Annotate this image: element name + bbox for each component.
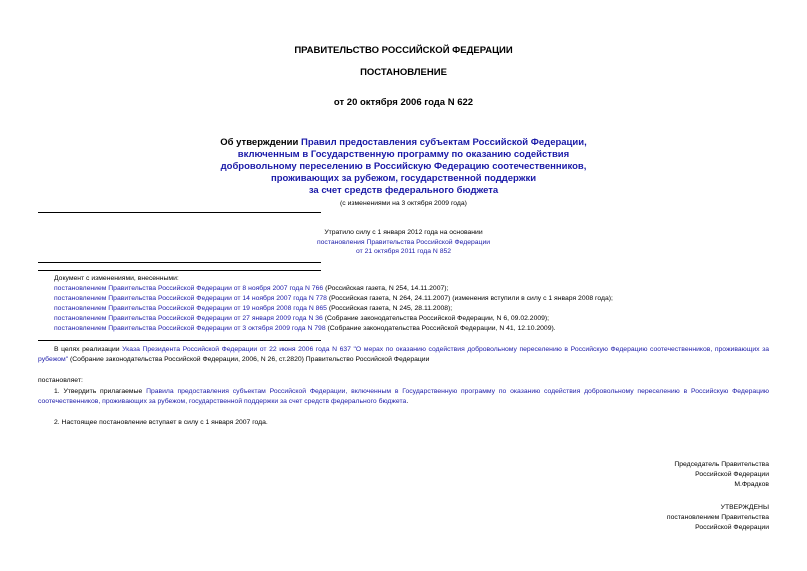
amendment-item xyxy=(38,284,778,294)
edition-note: (с изменениями на 3 октября 2009 года) xyxy=(340,200,467,207)
amendment-link[interactable]: постановлением Правительства Российской Федерации от 19 ноября 2008 года N 865 xyxy=(54,305,327,312)
divider xyxy=(38,270,321,271)
signature-name: М.Фрадков xyxy=(734,481,769,488)
preamble-paragraph xyxy=(38,345,769,365)
amendment-source: (Российская газета, N 254, 14.11.2007); xyxy=(323,285,449,292)
rules-link[interactable]: Правила предоставления субъектам Российской Федерации, включенным в Государственную программу по оказанию содействия добровольному переселению в Российскую Федерацию соотечественников, проживающих за рубежом, государственной поддержки за счет средств федерального бюджета xyxy=(38,388,769,405)
amendment-link[interactable]: постановлением Правительства Российской Федерации от 3 октября 2009 года N 798 xyxy=(54,325,326,332)
expiry-note xyxy=(38,228,769,257)
amendment-link[interactable]: постановлением Правительства Российской Федерации от 14 ноября 2007 года N 778 xyxy=(54,295,327,302)
item-2-paragraph: 2. Настоящее постановление вступает в силу с 1 января 2007 года. xyxy=(54,419,268,426)
signature-position: Председатель Правительства xyxy=(674,461,769,468)
amendment-link[interactable]: постановлением Правительства Российской Федерации от 8 ноября 2007 года N 766 xyxy=(54,285,324,292)
title-link-line2[interactable]: включенным в Государственную программу по оказанию содействия xyxy=(237,149,570,160)
title-prefix: Об утверждении xyxy=(220,137,301,148)
approval-block xyxy=(667,503,769,533)
amendment-source: (Российская газета, N 245, 28.11.2008); xyxy=(326,305,453,312)
expiry-link-line1[interactable]: постановления Правительства Российской Федерации xyxy=(316,238,491,246)
document-title xyxy=(38,137,769,197)
amendment-source: (Российская газета, N 264, 24.11.2007) (изменения вступили в силу с 1 января 2008 года); xyxy=(326,295,613,302)
decree-link[interactable]: Указа Президента Российской Федерации от 22 июня 2006 года N 637 "О мерах по оказанию содействия добровольному переселению в Российскую Федерацию соотечественников, проживающих за рубежом" xyxy=(38,346,769,363)
issuer-heading: ПРАВИТЕЛЬСТВО РОССИЙСКОЙ ФЕДЕРАЦИИ xyxy=(294,45,513,56)
title-link-line5[interactable]: за счет средств федерального бюджета xyxy=(308,185,499,196)
item-1-paragraph xyxy=(38,387,769,407)
amendment-item xyxy=(38,294,778,304)
amendment-link[interactable]: постановлением Правительства Российской Федерации от 27 января 2009 года N 36 xyxy=(54,315,323,322)
title-link-line3[interactable]: добровольному переселению в Российскую Федерацию соотечественников, xyxy=(220,161,587,172)
document-date-number: от 20 октября 2006 года N 622 xyxy=(333,97,474,108)
approval-heading: УТВЕРЖДЕНЫ xyxy=(720,504,769,511)
approval-line3: Российской Федерации xyxy=(695,524,769,531)
title-link-line1[interactable]: Правил предоставления субъектам Российской Федерации, xyxy=(300,137,587,148)
decides-text: постановляет: xyxy=(38,377,83,384)
divider xyxy=(38,212,321,213)
amendment-source: (Собрание законодательства Российской Федерации, N 6, 09.02.2009); xyxy=(322,315,550,322)
amendments-list xyxy=(38,274,778,334)
expiry-line: Утратило силу с 1 января 2012 года на основании xyxy=(324,229,483,236)
item-1-text: 1. Утвердить прилагаемые xyxy=(54,388,147,395)
document-type: ПОСТАНОВЛЕНИЕ xyxy=(360,67,447,78)
signature-country: Российской Федерации xyxy=(695,471,769,478)
amendment-item xyxy=(38,304,778,314)
amendment-item xyxy=(38,314,778,324)
expiry-link-line2[interactable]: от 21 октября 2011 года N 852 xyxy=(355,248,452,255)
divider xyxy=(38,340,321,341)
amendments-heading: Документ с изменениями, внесенными: xyxy=(54,275,179,282)
amendment-source: (Собрание законодательства Российской Федерации, N 41, 12.10.2009). xyxy=(325,325,556,332)
preamble-text: В целях реализации xyxy=(54,346,123,353)
signature-block xyxy=(674,460,769,490)
preamble-text-end: (Собрание законодательства Российской Федерации, 2006, N 26, ст.2820) Правительство Российской Федерации xyxy=(68,356,430,363)
approval-line2: постановлением Правительства xyxy=(666,514,769,521)
title-link-line4[interactable]: проживающих за рубежом, государственной поддержки xyxy=(270,173,537,184)
divider xyxy=(38,262,321,263)
item-1-end: . xyxy=(406,398,409,405)
amendment-item xyxy=(38,324,778,334)
